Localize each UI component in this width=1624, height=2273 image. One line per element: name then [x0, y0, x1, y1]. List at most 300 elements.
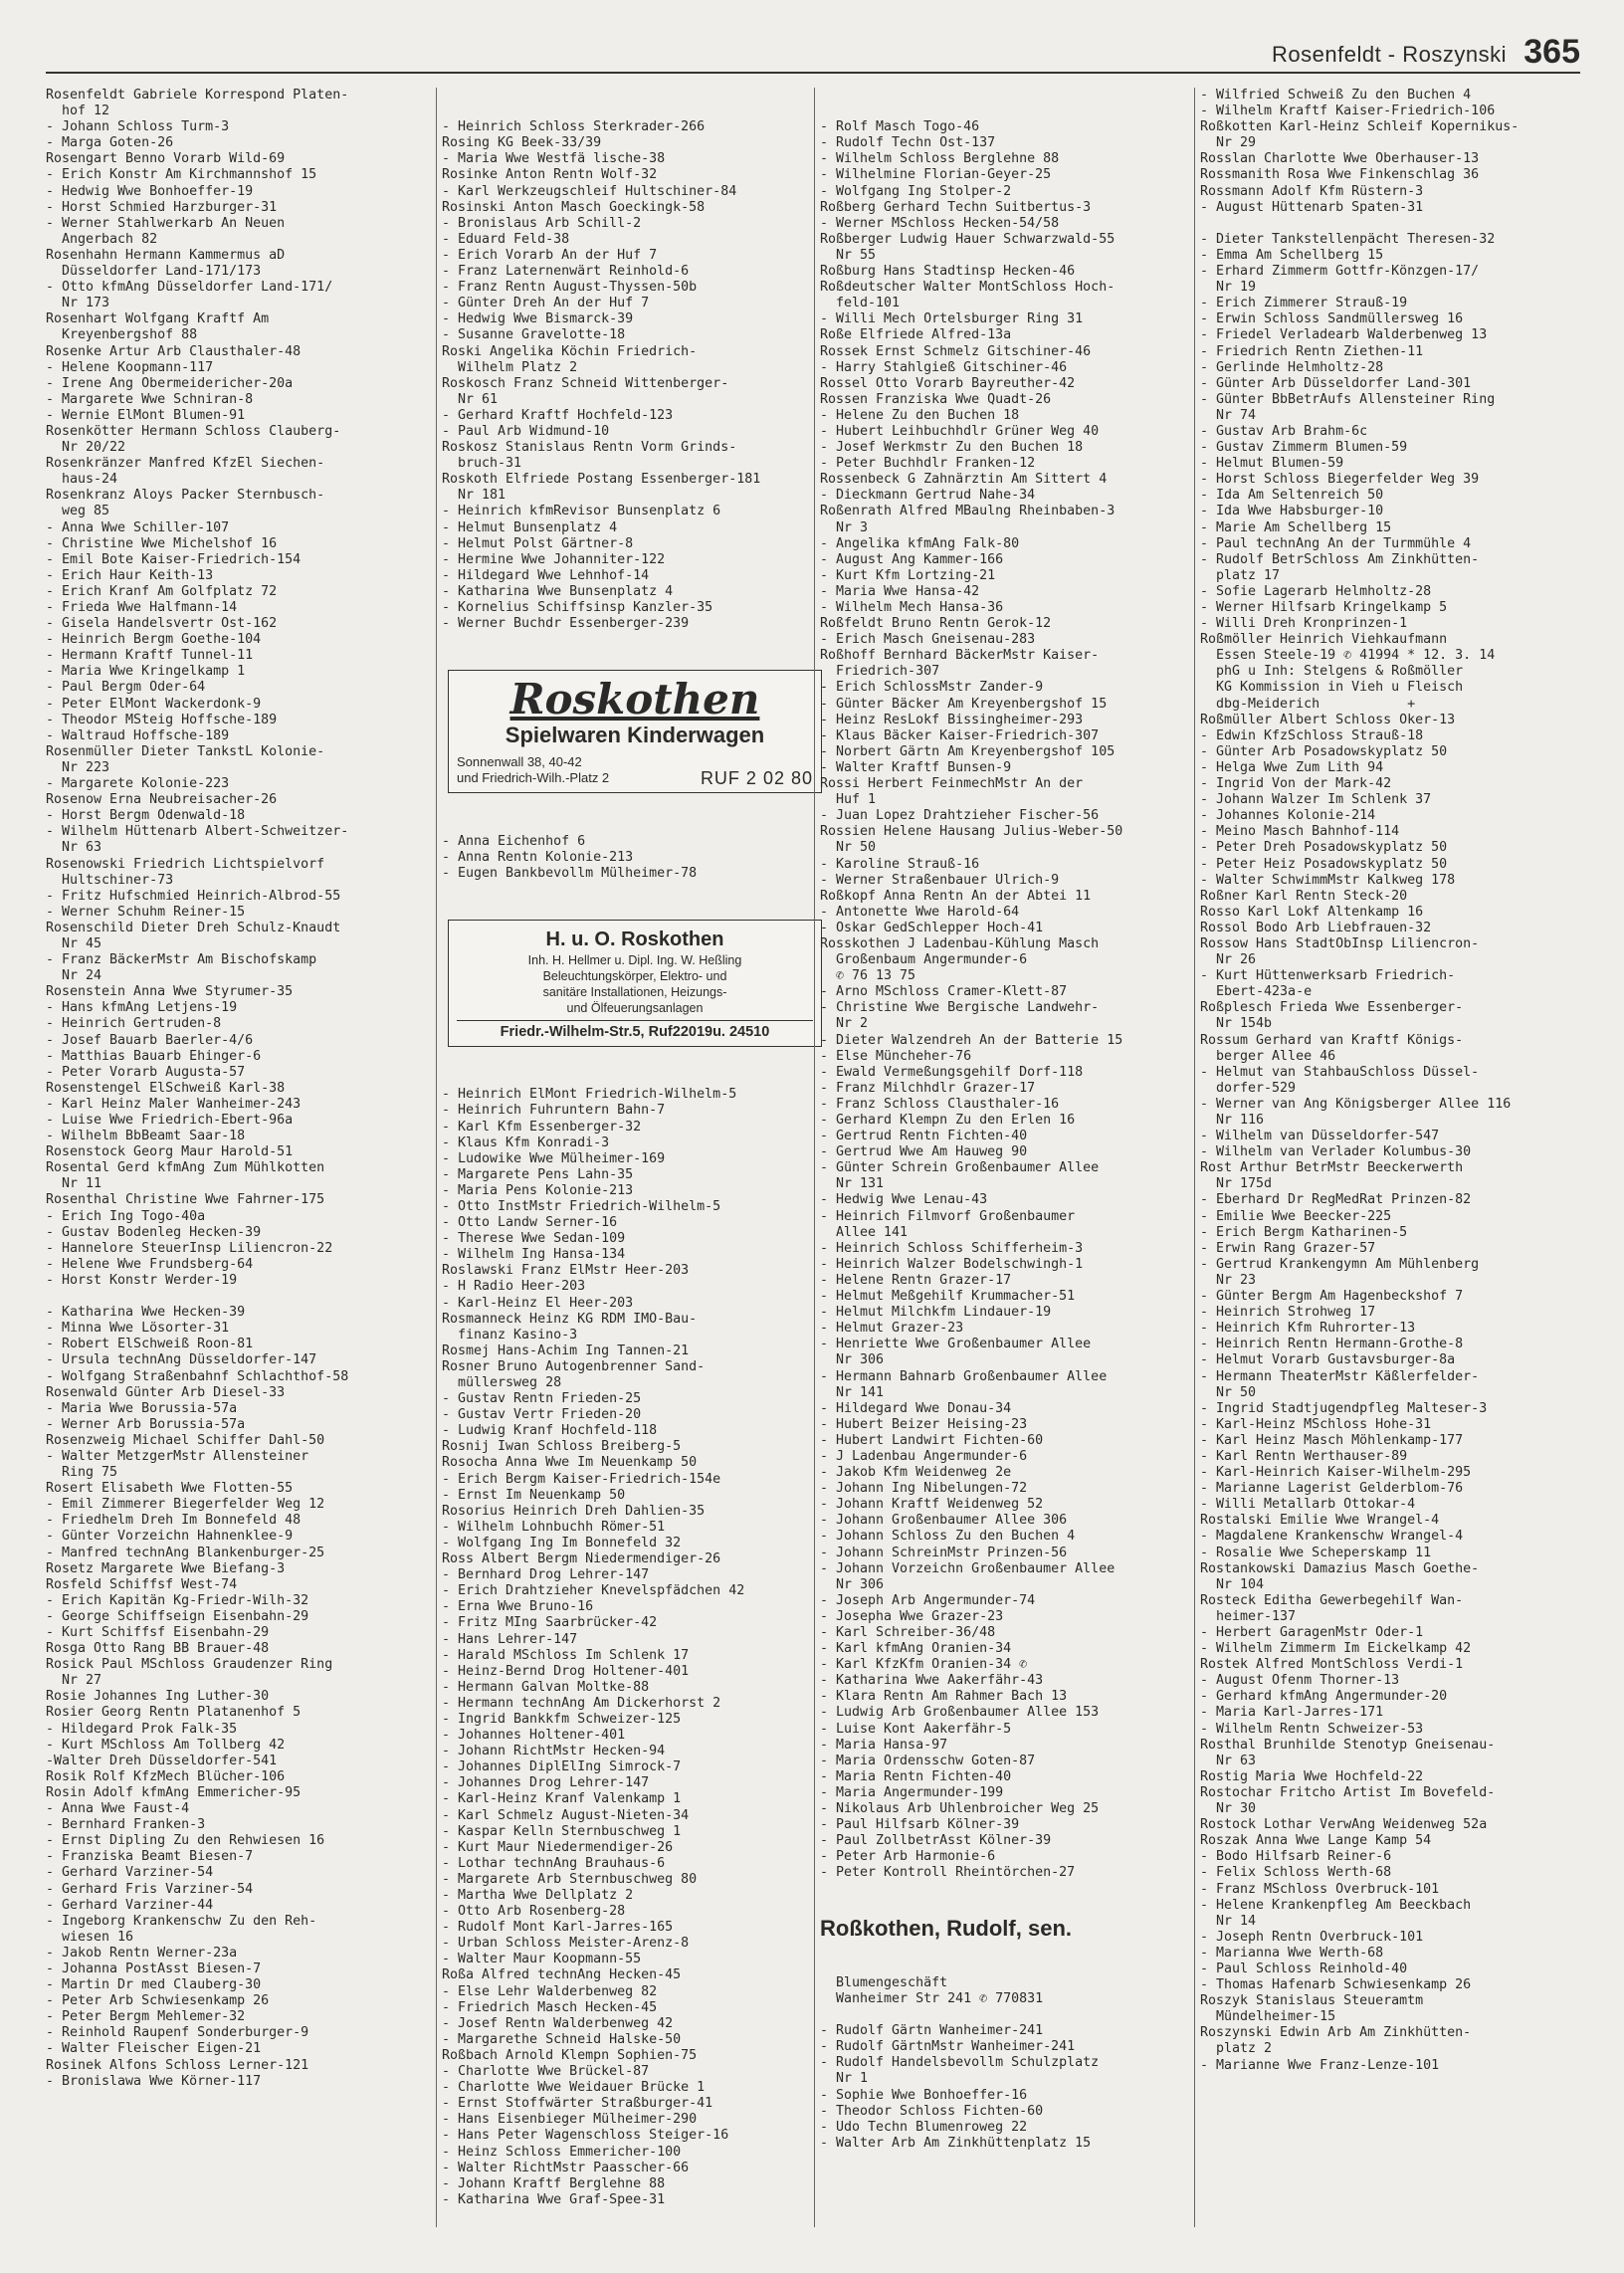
directory-entry: - Hans Eisenbieger Mülheimer-290	[442, 2112, 698, 2128]
directory-entry: - Maria Ordensschw Goten-87	[820, 1753, 1036, 1768]
directory-entry: - Peter Dreh Posadowskyplatz 50	[1200, 840, 1448, 856]
directory-entry: - Maria Rentn Fichten-40	[820, 1768, 1012, 1784]
directory-entry: - Martha Wwe Dellplatz 2	[442, 1888, 634, 1903]
directory-entry: - Wilhelm Schloss Berglehne 88	[820, 151, 1060, 167]
directory-entry: Rossien Helene Hausang Julius-Weber-50	[820, 824, 1123, 840]
directory-entry: Wanheimer Str 241 ✆ 770831	[820, 1990, 1044, 2006]
directory-entry: - Charlotte Wwe Brückel-87	[442, 2064, 650, 2080]
directory-entry: ✆ 76 13 75	[820, 968, 916, 984]
directory-entry: - Therese Wwe Sedan-109	[442, 1231, 626, 1247]
ad-line: Inh. H. Hellmer u. Dipl. Ing. W. Heßling	[527, 953, 742, 968]
directory-entry: - Hubert Landwirt Fichten-60	[820, 1432, 1044, 1448]
directory-entry: - Erich Ing Togo-40a	[46, 1208, 206, 1224]
directory-entry: - Rudolf Handelsbevollm Schulzplatz	[820, 2055, 1100, 2071]
directory-entry: - Sophie Wwe Bonhoeffer-16	[820, 2087, 1028, 2103]
directory-entry: - Horst Schloss Biegerfelder Weg 39	[1200, 472, 1480, 488]
directory-entry: - Gustav Vertr Frieden-20	[442, 1407, 642, 1423]
directory-entry: Nr 14	[1200, 1913, 1257, 1929]
directory-entry: - Franz Laternenwärt Reinhold-6	[442, 264, 690, 280]
directory-entry: - Helene Wwe Frundsberg-64	[46, 1256, 254, 1272]
directory-entry: - Rosalie Wwe Scheperskamp 11	[1200, 1545, 1432, 1560]
directory-entry: Nr 20/22	[46, 440, 126, 456]
directory-entry: - Helmut Meßgehilf Krummacher-51	[820, 1289, 1076, 1305]
directory-entry: - Heinrich Rentn Hermann-Grothe-8	[1200, 1337, 1464, 1352]
directory-entry: Rosing KG Beek-33/39	[442, 135, 602, 151]
directory-entry: Roski Angelika Köchin Friedrich-	[442, 343, 698, 359]
ad-logo: Roskothen	[509, 675, 760, 724]
directory-entry: Roßmöller Heinrich Viehkaufmann	[1200, 632, 1448, 648]
directory-entry: - Peter Kontroll Rheintörchen-27	[820, 1865, 1076, 1881]
directory-entry: - Paul Schloss Reinhold-40	[1200, 1961, 1408, 1976]
directory-entry: Rosinek Alfons Schloss Lerner-121	[46, 2057, 309, 2073]
directory-entry: Nr 131	[820, 1176, 885, 1192]
directory-entry: - Marie Am Schellberg 15	[1200, 519, 1392, 535]
directory-entry: - Wilhelm van Düsseldorfer-547	[1200, 1129, 1440, 1144]
directory-entry: Rosnij Iwan Schloss Breiberg-5	[442, 1439, 682, 1455]
ad-title: H. u. O. Roskothen	[545, 929, 724, 951]
directory-entry: - Hedwig Wwe Bismarck-39	[442, 311, 634, 327]
directory-entry: - Erich Haur Keith-13	[46, 567, 214, 583]
directory-entry: Nr 306	[820, 1576, 885, 1592]
ad-contact-row	[457, 754, 813, 789]
directory-entry: - Henriette Wwe Großenbaumer Allee	[820, 1337, 1092, 1352]
directory-entry: - Wilhelm BbBeamt Saar-18	[46, 1129, 246, 1144]
directory-entry: Rossenbeck G Zahnärztin Am Sittert 4	[820, 472, 1108, 488]
directory-entry: Rossek Ernst Schmelz Gitschiner-46	[820, 343, 1092, 359]
directory-entry: - Erich Bergm Kaiser-Friedrich-154e	[442, 1471, 721, 1487]
directory-entry: - Heinrich Filmvorf Großenbaumer	[820, 1208, 1076, 1224]
ad-address-line: und Friedrich-Wilh.-Platz 2	[457, 770, 610, 786]
directory-entry: Nr 29	[1200, 135, 1257, 151]
directory-entry: - Theodor Schloss Fichten-60	[820, 2103, 1044, 2119]
directory-entry: - Wernie ElMont Blumen-91	[46, 407, 246, 423]
directory-entry: - Jakob Kfm Weidenweg 2e	[820, 1465, 1012, 1481]
directory-entry: - Helmut Bunsenplatz 4	[442, 519, 618, 535]
directory-entry: - Johann Schloss Zu den Buchen 4	[820, 1529, 1076, 1545]
directory-entry: Rosenke Artur Arb Clausthaler-48	[46, 343, 302, 359]
directory-entry: - George Schiffseign Eisenbahn-29	[46, 1608, 309, 1624]
directory-entry: Nr 116	[1200, 1113, 1265, 1128]
directory-entry: - Gerhard Varziner-54	[46, 1865, 214, 1881]
directory-entry: - Katharina Wwe Hecken-39	[46, 1305, 246, 1321]
directory-entry: - Franz MSchloss Overbruck-101	[1200, 1881, 1440, 1897]
directory-entry: - Reinhold Raupenf Sonderburger-9	[46, 2025, 309, 2041]
directory-entry: Rost Arthur BetrMstr Beeckerwerth	[1200, 1160, 1464, 1176]
directory-entry: - Oskar GedSchlepper Hoch-41	[820, 920, 1044, 935]
directory-entry: - Johannes Holtener-401	[442, 1728, 626, 1744]
directory-entry: Nr 63	[46, 840, 102, 856]
directory-entry: Roßburg Hans Stadtinsp Hecken-46	[820, 264, 1076, 280]
directory-entry: - Friedrich Rentn Ziethen-11	[1200, 343, 1424, 359]
directory-entry: - Friedhelm Dreh Im Bonnefeld 48	[46, 1513, 302, 1529]
directory-entry: - Maria Angermunder-199	[820, 1784, 1004, 1800]
directory-entry: - Bernhard Franken-3	[46, 1817, 206, 1833]
directory-entry: Blumengeschäft	[820, 1974, 948, 1990]
directory-entry: - Willi Metallarb Ottokar-4	[1200, 1497, 1416, 1513]
directory-entry: - Wilhelmine Florian-Geyer-25	[820, 167, 1052, 183]
directory-entry: - Karl kfmAng Oranien-34	[820, 1641, 1012, 1657]
directory-entry: Nr 141	[820, 1384, 885, 1400]
directory-entry: Rosie Johannes Ing Luther-30	[46, 1689, 270, 1705]
directory-entry: Rossum Gerhard van Kraftf Königs-	[1200, 1032, 1464, 1048]
directory-entry: - Günter Arb Posadowskyplatz 50	[1200, 743, 1448, 759]
directory-entry: - Gustav Zimmerm Blumen-59	[1200, 440, 1408, 456]
directory-entry: Rossen Franziska Wwe Quadt-26	[820, 391, 1052, 407]
directory-entry: - Wilhelm Ing Hansa-134	[442, 1247, 626, 1263]
directory-entry: Rosga Otto Rang BB Brauer-48	[46, 1641, 270, 1657]
directory-entry: - Walter Maur Koopmann-55	[442, 1952, 642, 1967]
directory-entry: Rosinke Anton Rentn Wolf-32	[442, 167, 658, 183]
directory-entry: Rosick Paul MSchloss Graudenzer Ring	[46, 1657, 333, 1673]
directory-entry: müllersweg 28	[442, 1375, 562, 1390]
directory-entry: - Karl-Heinrich Kaiser-Wilhelm-295	[1200, 1465, 1472, 1481]
directory-entry: - Franz Rentn August-Thyssen-50b	[442, 280, 698, 296]
directory-entry: Rosenhart Wolfgang Kraftf Am	[46, 311, 270, 327]
directory-entry: - Hubert Leihbuchhdlr Grüner Weg 40	[820, 423, 1100, 439]
directory-entry: - Martin Dr med Clauberg-30	[46, 1977, 262, 1993]
directory-entry: Nr 55	[820, 247, 877, 263]
directory-entry: - Bodo Hilfsarb Reiner-6	[1200, 1849, 1392, 1865]
directory-entry: - Thomas Hafenarb Schwiesenkamp 26	[1200, 1977, 1472, 1993]
directory-entry: - Heinrich Kfm Ruhrorter-13	[1200, 1321, 1416, 1337]
directory-entry: Roßberger Ludwig Hauer Schwarzwald-55	[820, 231, 1116, 247]
ad-address-line: Sonnenwall 38, 40-42	[457, 754, 582, 770]
directory-entry: - Hannelore SteuerInsp Liliencron-22	[46, 1240, 333, 1256]
directory-entry: - Paul technAng An der Turmmühle 4	[1200, 535, 1472, 551]
directory-entry: - Felix Schloss Werth-68	[1200, 1865, 1392, 1881]
directory-entry: Rosteck Editha Gewerbegehilf Wan-	[1200, 1592, 1464, 1608]
directory-entry: - Karl Heinz Maler Wanheimer-243	[46, 1096, 302, 1112]
directory-entry: - Dieter Walzendreh An der Batterie 15	[820, 1032, 1123, 1048]
directory-entry: - Otto Arb Rosenberg-28	[442, 1904, 626, 1920]
directory-entry: - Rolf Masch Togo-46	[820, 119, 980, 135]
column-2-part-c	[442, 1087, 828, 2208]
directory-entry: - Joseph Arb Angermunder-74	[820, 1592, 1036, 1608]
directory-entry: - Gerlinde Helmholtz-28	[1200, 359, 1384, 375]
directory-entry: - Maria Wwe Westfä lische-38	[442, 151, 666, 167]
directory-entry: - Otto kfmAng Düsseldorfer Land-171/	[46, 280, 333, 296]
directory-entry: Roßner Karl Rentn Steck-20	[1200, 888, 1408, 904]
directory-entry: - Margarete Kolonie-223	[46, 776, 230, 792]
directory-entry: Rossel Otto Vorarb Bayreuther-42	[820, 375, 1076, 391]
directory-entry: - Horst Schmied Harzburger-31	[46, 199, 278, 215]
directory-entry: - Maria Hansa-97	[820, 1737, 948, 1753]
directory-entry: - Gustav Rentn Frieden-25	[442, 1391, 642, 1407]
directory-entry: Rosier Georg Rentn Platanenhof 5	[46, 1705, 302, 1721]
column-2-part-a	[442, 119, 828, 632]
directory-entry: Rosenkranz Aloys Packer Sternbusch-	[46, 488, 325, 504]
directory-entry: - Hermann TheaterMstr Käßlerfelder-	[1200, 1368, 1480, 1384]
directory-entry: Rosenfeldt Gabriele Korrespond Platen-	[46, 88, 349, 103]
directory-entry: - Wilhelm Kraftf Kaiser-Friedrich-106	[1200, 103, 1496, 119]
directory-entry: - August Ang Kammer-166	[820, 551, 1004, 567]
directory-entry: Roszynski Edwin Arb Am Zinkhütten-	[1200, 2025, 1472, 2041]
directory-entry: - Otto InstMstr Friedrich-Wilhelm-5	[442, 1198, 721, 1214]
directory-entry: Rossi Herbert FeinmechMstr An der	[820, 776, 1084, 792]
directory-entry: - Heinrich Fuhruntern Bahn-7	[442, 1103, 666, 1119]
directory-entry: - Peter Vorarb Augusta-57	[46, 1064, 246, 1080]
directory-entry: - Rudolf BetrSchloss Am Zinkhütten-	[1200, 551, 1480, 567]
directory-entry: Rostek Alfred MontSchloss Verdi-1	[1200, 1657, 1464, 1673]
directory-entry: - Heinrich Schloss Schifferheim-3	[820, 1240, 1084, 1256]
directory-entry: - Anna Wwe Faust-4	[46, 1801, 190, 1817]
directory-entry: - Günter Arb Düsseldorfer Land-301	[1200, 375, 1472, 391]
ad-address	[457, 754, 609, 786]
directory-entry: haus-24	[46, 472, 118, 488]
directory-entry: Friedrich-307	[820, 664, 940, 680]
directory-entry: - Johann Vorzeichn Großenbaumer Allee	[820, 1560, 1116, 1576]
directory-entry: - Helene Koopmann-117	[46, 359, 214, 375]
directory-entry: - Edwin KfzSchloss Strauß-18	[1200, 727, 1424, 743]
directory-entry: - Ingrid Stadtjugendpfleg Malteser-3	[1200, 1400, 1488, 1416]
directory-entry: - Gertrud Krankengymn Am Mühlenberg	[1200, 1256, 1480, 1272]
directory-entry: - Katharina Wwe Bunsenplatz 4	[442, 583, 674, 599]
directory-entry: weg 85	[46, 504, 110, 519]
directory-entry: - Ludwig Arb Großenbaumer Allee 153	[820, 1705, 1100, 1721]
directory-entry: Rosmej Hans-Achim Ing Tannen-21	[442, 1343, 690, 1358]
directory-entry: - Wilhelm Lohnbuchh Römer-51	[442, 1519, 666, 1535]
directory-entry: - Maria Karl-Jarres-171	[1200, 1705, 1384, 1721]
directory-entry: Nr 50	[820, 840, 877, 856]
directory-entry: - Peter Heiz Posadowskyplatz 50	[1200, 856, 1448, 872]
directory-entry: - Kaspar Kelln Sternbuschweg 1	[442, 1823, 682, 1839]
directory-entry: Nr 24	[46, 968, 102, 984]
directory-entry: - Klaus Bäcker Kaiser-Friedrich-307	[820, 727, 1100, 743]
directory-entry: - Theodor MSteig Hoffsche-189	[46, 712, 278, 727]
directory-entry: - Helene Rentn Grazer-17	[820, 1272, 1012, 1288]
bold-listing: Roßkothen, Rudolf, sen.	[820, 1915, 1072, 1941]
directory-entry: - Erich Vorarb An der Huf 7	[442, 247, 658, 263]
directory-entry: Essen Steele-19 ✆ 41994 * 12. 3. 14	[1200, 648, 1496, 664]
directory-entry: - Gustav Bodenleg Hecken-39	[46, 1224, 262, 1240]
directory-entry: - Frieda Wwe Halfmann-14	[46, 600, 238, 615]
directory-entry: Rosenhahn Hermann Kammermus aD	[46, 247, 286, 263]
directory-entry: Roskosch Franz Schneid Wittenberger-	[442, 375, 729, 391]
directory-entry: Großenbaum Angermunder-6	[820, 952, 1028, 968]
directory-entry: - Bernhard Drog Lehrer-147	[442, 1567, 650, 1583]
directory-entry: - Hedwig Wwe Bonhoeffer-19	[46, 183, 254, 199]
directory-entry: - Joseph Rentn Overbruck-101	[1200, 1929, 1424, 1945]
directory-entry: - Jakob Rentn Werner-23a	[46, 1945, 238, 1961]
directory-entry: - Emilie Wwe Beecker-225	[1200, 1208, 1392, 1224]
directory-entry: Nr 50	[1200, 1384, 1257, 1400]
directory-entry: Rosocha Anna Wwe Im Neuenkamp 50	[442, 1455, 698, 1471]
directory-entry: Nr 61	[442, 391, 499, 407]
directory-entry: - Heinrich kfmRevisor Bunsenplatz 6	[442, 504, 721, 519]
directory-entry: Roßberg Gerhard Techn Suitbertus-3	[820, 199, 1092, 215]
directory-entry: - Anna Eichenhof 6	[442, 833, 586, 849]
directory-entry: - Hans Peter Wagenschloss Steiger-16	[442, 2128, 729, 2144]
directory-entry: Roße Elfriede Alfred-13a	[820, 327, 1012, 343]
directory-entry: - Gerhard kfmAng Angermunder-20	[1200, 1689, 1448, 1705]
directory-entry: - Werner Straßenbauer Ulrich-9	[820, 872, 1060, 888]
directory-entry: Nr 154b	[1200, 1016, 1273, 1032]
directory-entry: - Katharina Wwe Aakerfähr-43	[820, 1673, 1044, 1689]
directory-entry: - Klara Rentn Am Rahmer Bach 13	[820, 1689, 1068, 1705]
directory-entry: - Günter Schrein Großenbaumer Allee	[820, 1160, 1100, 1176]
directory-entry: Ebert-423a-e	[1200, 984, 1313, 1000]
directory-entry: Rosenow Erna Neubreisacher-26	[46, 792, 278, 808]
directory-entry: - Gisela Handelsvertr Ost-162	[46, 616, 278, 632]
directory-entry: - Erwin Schloss Sandmüllersweg 16	[1200, 311, 1464, 327]
directory-entry: - Bronislawa Wwe Körner-117	[46, 2073, 262, 2089]
directory-entry: - Walter Kraftf Bunsen-9	[820, 759, 1012, 775]
directory-entry: - Hermann Bahnarb Großenbaumer Allee	[820, 1368, 1108, 1384]
directory-entry: - Erich Kranf Am Golfplatz 72	[46, 583, 278, 599]
directory-entry: - Johann Kraftf Weidenweg 52	[820, 1497, 1044, 1513]
directory-entry: - Anna Rentn Kolonie-213	[442, 849, 634, 865]
ad-roskothen-electric	[448, 920, 822, 1047]
column-4	[1194, 88, 1590, 2227]
directory-entry: Allee 141	[820, 1224, 909, 1240]
directory-entry: - Johann Ing Nibelungen-72	[820, 1481, 1028, 1497]
directory-entry	[46, 1289, 430, 1305]
directory-entry: - Ida Am Seltenreich 50	[1200, 488, 1384, 504]
directory-entry: - Johannes Kolonie-214	[1200, 808, 1376, 824]
directory-entry: - Angelika kfmAng Falk-80	[820, 535, 1020, 551]
directory-entry: Angerbach 82	[46, 231, 158, 247]
directory-entry: - Karl Kfm Essenberger-32	[442, 1119, 642, 1135]
directory-entry: Rostochar Fritcho Artist Im Bovefeld-	[1200, 1784, 1496, 1800]
directory-entry: - Meino Masch Bahnhof-114	[1200, 824, 1400, 840]
ad-line: sanitäre Installationen, Heizungs-	[542, 985, 727, 1000]
directory-entry: Nr 11	[46, 1176, 102, 1192]
directory-entry: Rosorius Heinrich Dreh Dahlien-35	[442, 1503, 706, 1519]
directory-entry: - Johann Walzer Im Schlenk 37	[1200, 792, 1432, 808]
directory-entry: - Johanna PostAsst Biesen-7	[46, 1961, 262, 1976]
directory-entry: - Rudolf Gärtn Wanheimer-241	[820, 2023, 1044, 2039]
directory-entry: - Horst Konstr Werder-19	[46, 1272, 238, 1288]
directory-entry: - Werner Arb Borussia-57a	[46, 1416, 246, 1432]
directory-entry: - Ernst Dipling Zu den Rehwiesen 16	[46, 1833, 325, 1849]
directory-entry: Rossmann Adolf Kfm Rüstern-3	[1200, 183, 1424, 199]
ad-address: Friedr.-Wilhelm-Str.5, Ruf22019u. 24510	[457, 1020, 813, 1040]
directory-entry: bruch-31	[442, 456, 522, 472]
directory-entry: heimer-137	[1200, 1608, 1297, 1624]
directory-entry: - Werner Hilfsarb Kringelkamp 5	[1200, 600, 1448, 615]
directory-entry: Rosskothen J Ladenbau-Kühlung Masch	[820, 935, 1100, 951]
directory-entry: Hultschiner-73	[46, 872, 174, 888]
directory-entry: Nr 181	[442, 488, 507, 504]
directory-entry: - Wolfgang Ing Im Bonnefeld 32	[442, 1535, 682, 1550]
directory-entry: - Johann Großenbaumer Allee 306	[820, 1513, 1068, 1529]
directory-entry: - Werner Buchdr Essenberger-239	[442, 616, 690, 632]
directory-entry: - Werner Schuhm Reiner-15	[46, 904, 246, 920]
directory-entry: Nr 223	[46, 759, 110, 775]
directory-entry: Huf 1	[820, 792, 877, 808]
directory-entry: - Hermann Kraftf Tunnel-11	[46, 648, 254, 664]
directory-entry: Rostig Maria Wwe Hochfeld-22	[1200, 1768, 1424, 1784]
directory-entry: Nr 27	[46, 1673, 102, 1689]
directory-entry: Rossow Hans StadtObInsp Liliencron-	[1200, 935, 1480, 951]
directory-entry: Nr 1	[820, 2071, 869, 2087]
directory-entry: - Emil Zimmerer Biegerfelder Weg 12	[46, 1497, 325, 1513]
directory-entry: finanz Kasino-3	[442, 1327, 578, 1343]
directory-entry: - Gerhard Fris Varziner-54	[46, 1881, 254, 1897]
directory-entry: - Juan Lopez Drahtzieher Fischer-56	[820, 808, 1100, 824]
directory-entry: - Erich SchlossMstr Zander-9	[820, 680, 1044, 696]
directory-entry: - Johann SchreinMstr Prinzen-56	[820, 1545, 1068, 1560]
directory-entry: - Wolfgang Ing Stolper-2	[820, 183, 1012, 199]
directory-entry: - Paul Bergm Oder-64	[46, 680, 206, 696]
directory-entry: - Günter Bergm Am Hagenbeckshof 7	[1200, 1289, 1464, 1305]
directory-entry: - Else Müncheher-76	[820, 1048, 972, 1064]
directory-entry: Roßdeutscher Walter MontSchloss Hoch-	[820, 280, 1116, 296]
directory-entry: - Karl-Heinz MSchloss Hohe-31	[1200, 1416, 1432, 1432]
column-3-part-a	[820, 119, 1188, 1881]
directory-entry: Roskosz Stanislaus Rentn Vorm Grinds-	[442, 440, 737, 456]
directory-entry: - J Ladenbau Angermunder-6	[820, 1448, 1028, 1464]
directory-entry: Nr 26	[1200, 952, 1257, 968]
directory-entry: - Irene Ang Obermeidericher-20a	[46, 375, 294, 391]
directory-entry: Rosenstein Anna Wwe Styrumer-35	[46, 984, 294, 1000]
directory-entry: Rosenmüller Dieter TankstL Kolonie-	[46, 743, 325, 759]
directory-entry: - Maria Wwe Borussia-57a	[46, 1400, 238, 1416]
column-1	[46, 88, 430, 2227]
directory-entry: Rosso Karl Lokf Altenkamp 16	[1200, 904, 1424, 920]
directory-entry: - Karl Rentn Werthauser-89	[1200, 1448, 1408, 1464]
directory-entry: - Wilhelm Mech Hansa-36	[820, 600, 1004, 615]
directory-entry: Roszak Anna Wwe Lange Kamp 54	[1200, 1833, 1432, 1849]
directory-entry: - Peter ElMont Wackerdonk-9	[46, 696, 262, 712]
directory-entry: - Susanne Gravelotte-18	[442, 327, 626, 343]
directory-entry: - Walter SchwimmMstr Kalkweg 178	[1200, 872, 1456, 888]
directory-entry: Rosinski Anton Masch Goeckingk-58	[442, 199, 706, 215]
directory-entry: Kreyenbergshof 88	[46, 327, 198, 343]
directory-entry: - Hildegard Prok Falk-35	[46, 1721, 238, 1737]
directory-entry: - Franz Schloss Clausthaler-16	[820, 1096, 1060, 1112]
directory-entry: - Helmut Grazer-23	[820, 1321, 964, 1337]
directory-entry: Rosik Rolf KfzMech Blücher-106	[46, 1768, 286, 1784]
directory-entry: Nr 45	[46, 935, 102, 951]
directory-entry: - Rudolf GärtnMstr Wanheimer-241	[820, 2039, 1076, 2055]
directory-entry: - Paul Hilfsarb Kölner-39	[820, 1817, 1020, 1833]
directory-entry: - Christine Wwe Bergische Landwehr-	[820, 1000, 1100, 1016]
directory-entry: berger Allee 46	[1200, 1048, 1336, 1064]
directory-entry: - Karl-Heinz El Heer-203	[442, 1295, 634, 1311]
directory-entry: - Helene Zu den Buchen 18	[820, 407, 1020, 423]
directory-entry: - Günter Dreh An der Huf 7	[442, 296, 650, 311]
directory-entry: - Maria Pens Kolonie-213	[442, 1182, 634, 1198]
directory-entry: - Paul ZollbetrAsst Kölner-39	[820, 1833, 1052, 1849]
directory-entry: Nr 74	[1200, 407, 1257, 423]
directory-entry: - Ludwig Kranf Hochfeld-118	[442, 1423, 658, 1439]
directory-entry: Nr 30	[1200, 1801, 1257, 1817]
directory-entry: Rosental Gerd kfmAng Zum Mühlkotten	[46, 1160, 325, 1176]
directory-entry: - Marianne Wwe Franz-Lenze-101	[1200, 2057, 1440, 2073]
directory-entry: Rosert Elisabeth Wwe Flotten-55	[46, 1481, 294, 1497]
directory-entry: - Karoline Strauß-16	[820, 856, 980, 872]
directory-entry: - Gertrud Rentn Fichten-40	[820, 1129, 1028, 1144]
directory-entry: - Günter BbBetrAufs Allensteiner Ring	[1200, 391, 1496, 407]
directory-entry: Roßkopf Anna Rentn An der Abtei 11	[820, 888, 1092, 904]
directory-entry: - Wolfgang Straßenbahnf Schlachthof-58	[46, 1368, 349, 1384]
directory-entry: - Heinz Schloss Emmericher-100	[442, 2144, 682, 2160]
directory-entry: - Johann RichtMstr Hecken-94	[442, 1744, 666, 1759]
directory-entry: - Johannes Drog Lehrer-147	[442, 1775, 650, 1791]
directory-entry: Rosenschild Dieter Dreh Schulz-Knaudt	[46, 920, 341, 935]
directory-entry: - Arno MSchloss Cramer-Klett-87	[820, 984, 1068, 1000]
ad-subtitle: Spielwaren Kinderwagen	[505, 723, 765, 748]
directory-entry: - Erich Drahtzieher Knevelspfädchen 42	[442, 1583, 745, 1599]
directory-entry: Roßbach Arnold Klempn Sophien-75	[442, 2047, 698, 2063]
directory-entry: - Kurt Hüttenwerksarb Friedrich-	[1200, 968, 1456, 984]
directory-entry: - Horst Bergm Odenwald-18	[46, 808, 246, 824]
directory-entry: - Heinz ResLokf Bissingheimer-293	[820, 712, 1084, 727]
directory-entry: - Erwin Rang Grazer-57	[1200, 1240, 1376, 1256]
directory-entry: - Marianne Lagerist Gelderblom-76	[1200, 1481, 1464, 1497]
directory-entry: - Marga Goten-26	[46, 135, 174, 151]
